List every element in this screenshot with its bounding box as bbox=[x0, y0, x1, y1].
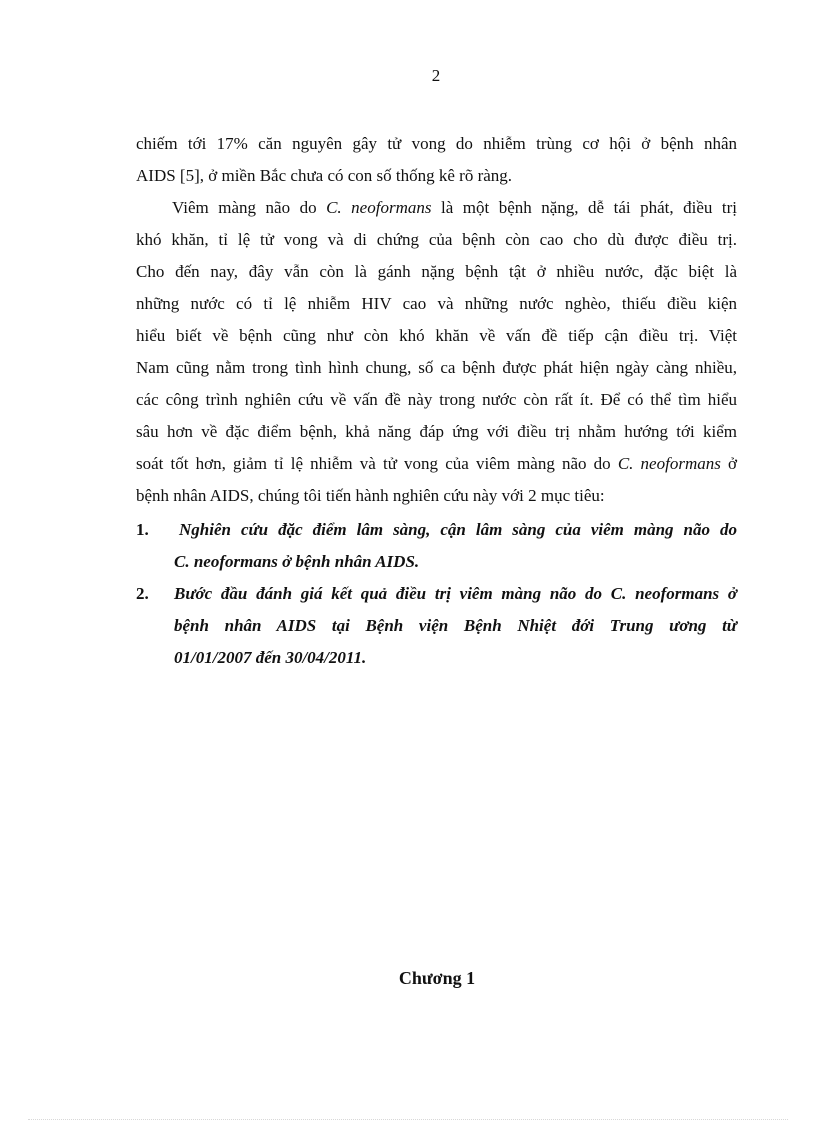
objective-number: 2. bbox=[136, 584, 149, 603]
paragraph-line: chiếm tới 17% căn nguyên gây tử vong do nhiễm trùng cơ hội ở bệnh nhân bbox=[136, 134, 737, 153]
paragraph-disease-background bbox=[136, 192, 737, 512]
paragraph-line: những nước có tỉ lệ nhiễm HIV cao và những nước nghèo, thiếu điều kiện bbox=[136, 294, 737, 313]
paragraph-line: Viêm màng não do C. neoformans là một bệnh nặng, dễ tái phát, điều trị bbox=[172, 198, 737, 217]
chapter-heading: Chương 1 bbox=[398, 968, 476, 988]
paragraph-line: hiểu biết về bệnh cũng như còn khó khăn về vấn đề tiếp cận điều trị. Việt bbox=[136, 326, 737, 345]
objective-line: C. neoformans ở bệnh nhân AIDS. bbox=[174, 552, 420, 571]
objective-line: Nghiên cứu đặc điểm lâm sàng, cận lâm sàng của viêm màng não do bbox=[179, 520, 737, 539]
objective-item bbox=[136, 578, 737, 674]
paragraph-line: Cho đến nay, đây vẫn còn là gánh nặng bệnh tật ở nhiều nước, đặc biệt là bbox=[136, 262, 737, 281]
objectives-list bbox=[136, 514, 737, 674]
objective-line: bệnh nhân AIDS tại Bệnh viện Bệnh Nhiệt đới Trung ương từ bbox=[174, 616, 737, 635]
paragraph-line: sâu hơn về đặc điểm bệnh, khả năng đáp ứng với điều trị nhằm hướng tới kiểm bbox=[136, 422, 737, 441]
objective-line: 01/01/2007 đến 30/04/2011. bbox=[174, 648, 367, 667]
paragraph-line: khó khăn, tỉ lệ tử vong và di chứng của bệnh còn cao cho dù được điều trị. bbox=[136, 230, 737, 249]
paragraph-line: soát tốt hơn, giảm tỉ lệ nhiễm và tử vong của viêm màng não do C. neoformans ở bbox=[136, 454, 737, 473]
page-bottom-divider bbox=[28, 1119, 788, 1120]
paragraph-line: AIDS [5], ở miền Bắc chưa có con số thống kê rõ ràng. bbox=[136, 166, 513, 185]
objective-item bbox=[136, 514, 737, 578]
species-name: C. neoformans bbox=[617, 454, 721, 473]
objective-number: 1. bbox=[136, 520, 149, 539]
paragraph-line: các công trình nghiên cứu về vấn đề này trong nước còn rất ít. Để có thể tìm hiểu bbox=[136, 390, 737, 409]
objective-line: Bước đầu đánh giá kết quả điều trị viêm màng não do C. neoformans ở bbox=[174, 584, 737, 603]
paragraph-intro-continuation bbox=[136, 128, 737, 192]
page-number: 2 bbox=[431, 66, 441, 85]
species-name: C. neoformans bbox=[326, 198, 432, 217]
paragraph-line: Nam cũng nằm trong tình hình chung, số ca bệnh được phát hiện ngày càng nhiều, bbox=[136, 358, 737, 377]
paragraph-line: bệnh nhân AIDS, chúng tôi tiến hành nghiên cứu này với 2 mục tiêu: bbox=[136, 486, 605, 505]
